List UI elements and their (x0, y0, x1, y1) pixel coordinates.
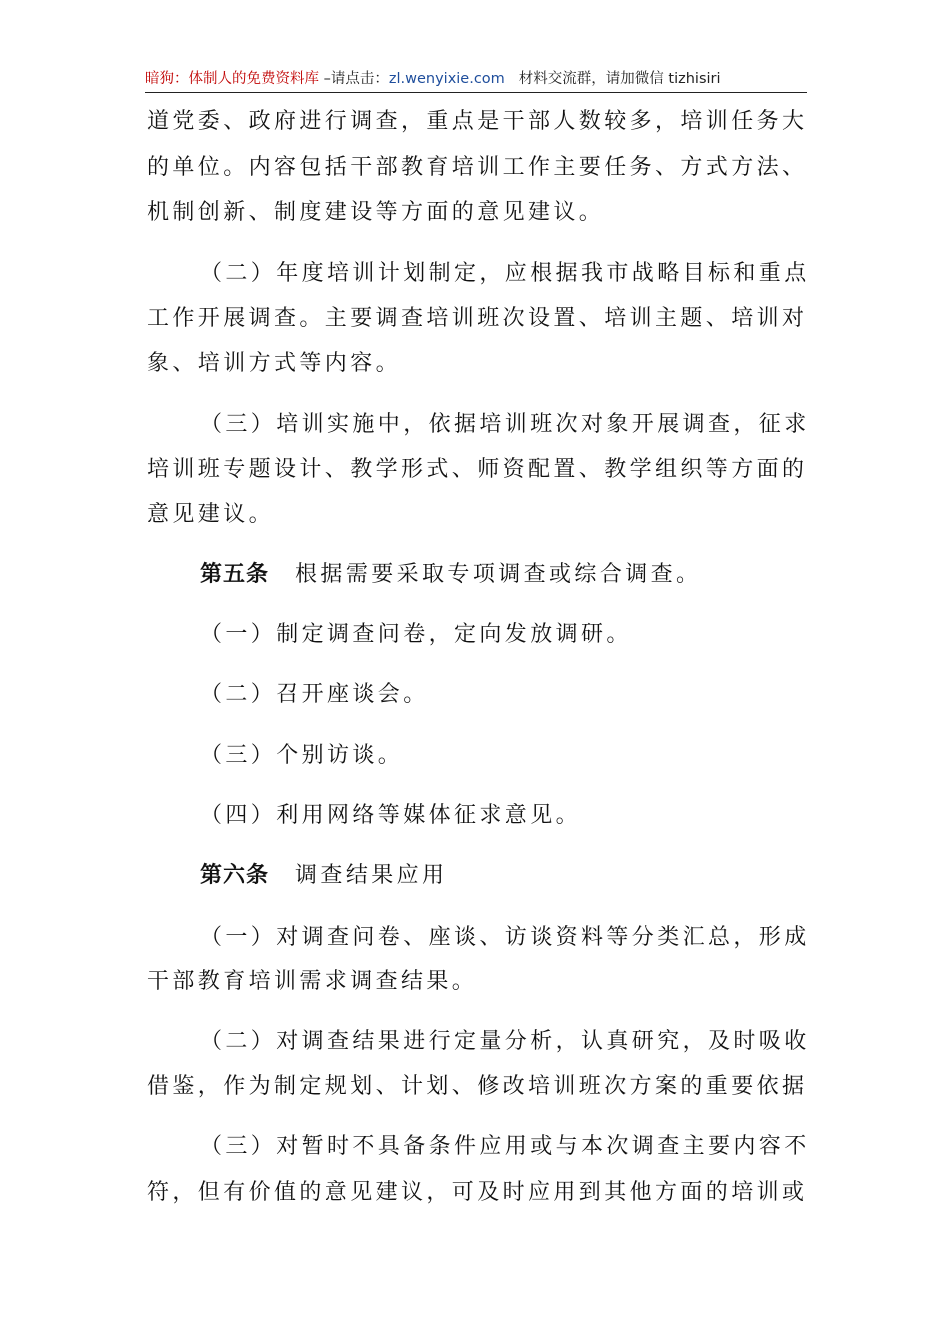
body-line: 培训班专题设计、教学形式、师资配置、教学组织等方面的 (147, 457, 808, 482)
body-line: 象、培训方式等内容。 (147, 351, 402, 376)
body-line: 道党委、政府进行调查，重点是干部人数较多，培训任务大 (147, 109, 808, 134)
body-line: （二）召开座谈会。 (200, 682, 429, 707)
body-line: 干部教育培训需求调查结果。 (147, 969, 478, 994)
page-header (145, 66, 807, 93)
article-text: 根据需要采取专项调查或综合调查。 (295, 562, 702, 587)
body-line: （四）利用网络等媒体征求意见。 (200, 803, 582, 828)
body-line: 借鉴，作为制定规划、计划、修改培训班次方案的重要依据 (147, 1074, 808, 1099)
article-text: 调查结果应用 (295, 863, 448, 888)
article-six (200, 861, 807, 891)
article-title: 第五条 (200, 562, 270, 587)
body-line: （三）培训实施中，依据培训班次对象开展调查，征求 (200, 412, 810, 437)
body-line: 工作开展调查。主要调查培训班次设置、培训主题、培训对 (147, 306, 808, 331)
article-five (200, 560, 807, 590)
body-line: 意见建议。 (147, 502, 275, 527)
body-line: （三）对暂时不具备条件应用或与本次调查主要内容不 (200, 1134, 810, 1159)
body-line: （三）个别访谈。 (200, 743, 404, 768)
header-group-note: 材料交流群，请加微信 tizhisiri (518, 71, 721, 87)
header-brand: 暗狗：体制人的免费资料库 (145, 71, 319, 87)
body-line: （二）年度培训计划制定，应根据我市战略目标和重点 (200, 261, 810, 286)
body-line: （一）制定调查问卷，定向发放调研。 (200, 622, 632, 647)
article-title: 第六条 (200, 863, 270, 888)
header-separator: –请点击： (319, 71, 389, 87)
body-line: （二）对调查结果进行定量分析，认真研究，及时吸收 (200, 1029, 810, 1054)
body-line: 机制创新、制度建设等方面的意见建议。 (147, 200, 605, 225)
header-url-link[interactable]: zl.wenyixie.com (388, 71, 505, 87)
body-line: 的单位。内容包括干部教育培训工作主要任务、方式方法、 (147, 155, 808, 180)
body-line: 符，但有价值的意见建议，可及时应用到其他方面的培训或 (147, 1180, 808, 1205)
body-line: （一）对调查问卷、座谈、访谈资料等分类汇总，形成 (200, 925, 810, 950)
